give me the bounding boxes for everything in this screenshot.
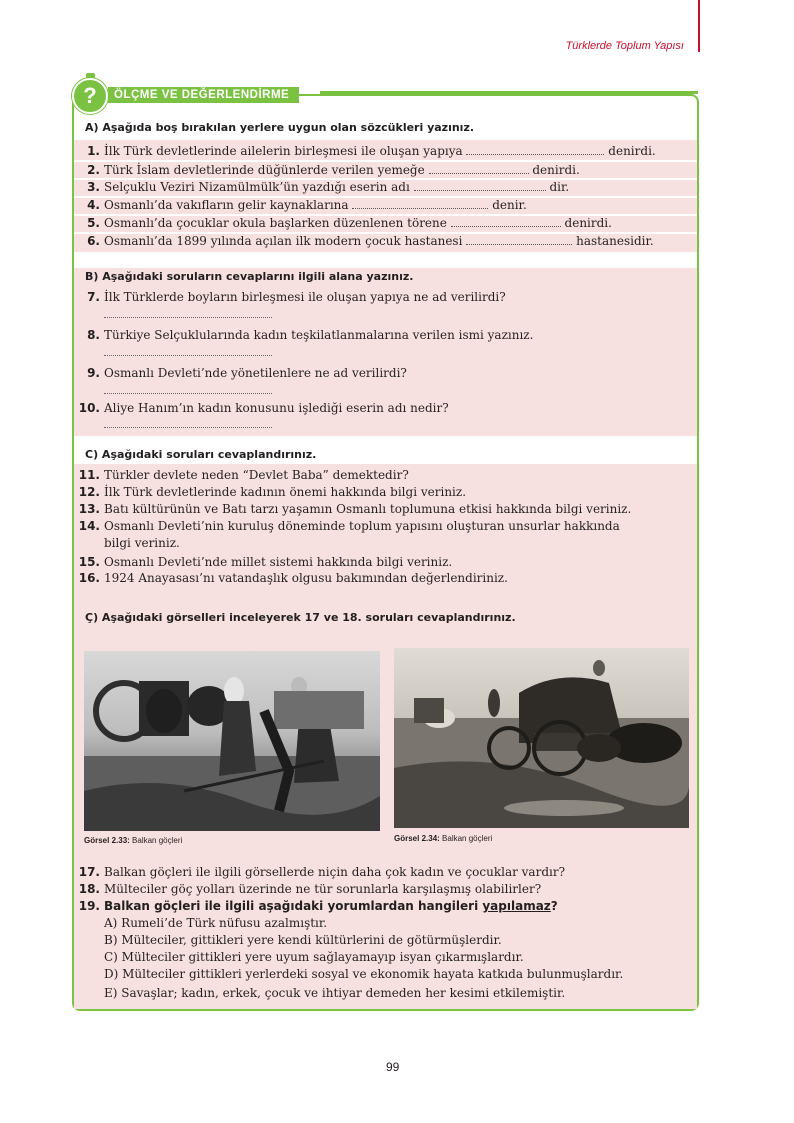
question-1: 1. İlk Türk devletlerinde ailelerin birleşmesi ile oluşan yapıya denirdi. — [87, 144, 656, 158]
question-14: 14. Osmanlı Devleti’nin kuruluş döneminde toplum yapısını oluşturan unsurlar hakkında — [78, 519, 620, 533]
fill-blank-6[interactable] — [466, 235, 572, 245]
question-19: 19. Balkan göçleri ile ilgili aşağıdaki yorumlardan hangileri yapılamaz? — [78, 899, 558, 913]
question-6: 6. Osmanlı’da 1899 yılında açılan ilk modern çocuk hastanesi hastanesidir. — [87, 234, 654, 248]
question-12: 12. İlk Türk devletlerinde kadının önemi hakkında bilgi veriniz. — [78, 485, 467, 499]
question-17: 17. Balkan göçleri ile ilgili görsellerde niçin daha çok kadın ve çocuklar vardır? — [78, 865, 566, 879]
part-a-heading: A) Aşağıda boş bırakılan yerlere uygun olan sözcükleri yazınız. — [85, 121, 475, 134]
part-d-heading: Ç) Aşağıdaki görselleri inceleyerek 17 ve 18. soruları cevaplandırınız. — [85, 611, 516, 624]
photo-caption-1: Görsel 2.33: Balkan göçleri — [84, 836, 183, 845]
option-e[interactable]: E) Savaşlar; kadın, erkek, çocuk ve ihtiyar demeden her kesimi etkilemiştir. — [104, 986, 566, 1000]
question-14-continuation: bilgi veriniz. — [104, 536, 180, 550]
question-5: 5. Osmanlı’da çocuklar okula başlarken düzenlenen törene denirdi. — [87, 216, 612, 230]
question-9: 9. Osmanlı Devleti’nde yönetilenlere ne ad verilirdi? — [87, 366, 407, 380]
row-separator — [74, 160, 697, 162]
question-18: 18. Mülteciler göç yolları üzerinde ne tür sorunlarla karşılaşmış olabilirler? — [78, 882, 542, 896]
emphasis-word: yapılamaz — [482, 899, 551, 913]
answer-line-7[interactable] — [104, 316, 272, 318]
question-13: 13. Batı kültürünün ve Batı tarzı yaşamın Osmanlı toplumuna etkisi hakkında bilgi veriniz. — [78, 502, 632, 516]
question-7: 7. İlk Türklerde boyların birleşmesi ile oluşan yapıya ne ad verilirdi? — [87, 290, 506, 304]
fill-blank-3[interactable] — [414, 181, 546, 191]
question-16: 16. 1924 Anayasası’nı vatandaşlık olgusu bakımından değerlendiriniz. — [78, 571, 508, 585]
photo-caption-2: Görsel 2.34: Balkan göçleri — [394, 834, 493, 843]
part-b-heading: B) Aşağıdaki soruların cevaplarını ilgili alana yazınız. — [85, 270, 414, 283]
question-10: 10. Aliye Hanım’ın kadın konusunu işlediği eserin adı nedir? — [78, 401, 449, 415]
photo-balkan-migration-2 — [394, 648, 689, 828]
fill-blank-4[interactable] — [352, 199, 488, 209]
fill-blank-5[interactable] — [451, 217, 561, 227]
page-number: 99 — [386, 1060, 400, 1074]
fill-blank-2[interactable] — [429, 164, 529, 174]
answer-line-8[interactable] — [104, 354, 272, 356]
running-header: Türklerde Toplum Yapısı — [565, 40, 684, 52]
question-mark-icon: ? — [72, 78, 108, 114]
photo-balkan-migration-1 — [84, 651, 380, 831]
section-title: ÖLÇME VE DEĞERLENDİRME — [108, 87, 299, 103]
option-a[interactable]: A) Rumeli’de Türk nüfusu azalmıştır. — [104, 916, 328, 930]
question-8: 8. Türkiye Selçuklularında kadın teşkilatlanmalarına verilen ismi yazınız. — [87, 328, 534, 342]
option-b[interactable]: B) Mülteciler, gittikleri yere kendi kültürlerini de götürmüşlerdir. — [104, 933, 502, 947]
header-rule — [698, 0, 700, 52]
answer-line-9[interactable] — [104, 392, 272, 394]
part-c-heading: C) Aşağıdaki soruları cevaplandırınız. — [85, 448, 317, 461]
question-3: 3. Selçuklu Veziri Nizamülmülk’ün yazdığı eserin adı dir. — [87, 180, 570, 194]
fill-blank-1[interactable] — [466, 145, 604, 155]
answer-line-10[interactable] — [104, 426, 272, 428]
question-2: 2. Türk İslam devletlerinde düğünlerde verilen yemeğe denirdi. — [87, 163, 580, 177]
banner-rule — [320, 91, 698, 94]
option-d[interactable]: D) Mülteciler gittikleri yerlerdeki sosyal ve ekonomik hayata katkıda bulunmuşlardır. — [104, 967, 624, 981]
question-15: 15. Osmanlı Devleti’nde millet sistemi hakkında bilgi veriniz. — [78, 555, 453, 569]
question-4: 4. Osmanlı’da vakıfların gelir kaynaklarına denir. — [87, 198, 527, 212]
question-11: 11. Türkler devlete neden “Devlet Baba” demektedir? — [78, 468, 409, 482]
option-c[interactable]: C) Mülteciler gittikleri yere uyum sağlayamayıp isyan çıkarmışlardır. — [104, 950, 524, 964]
